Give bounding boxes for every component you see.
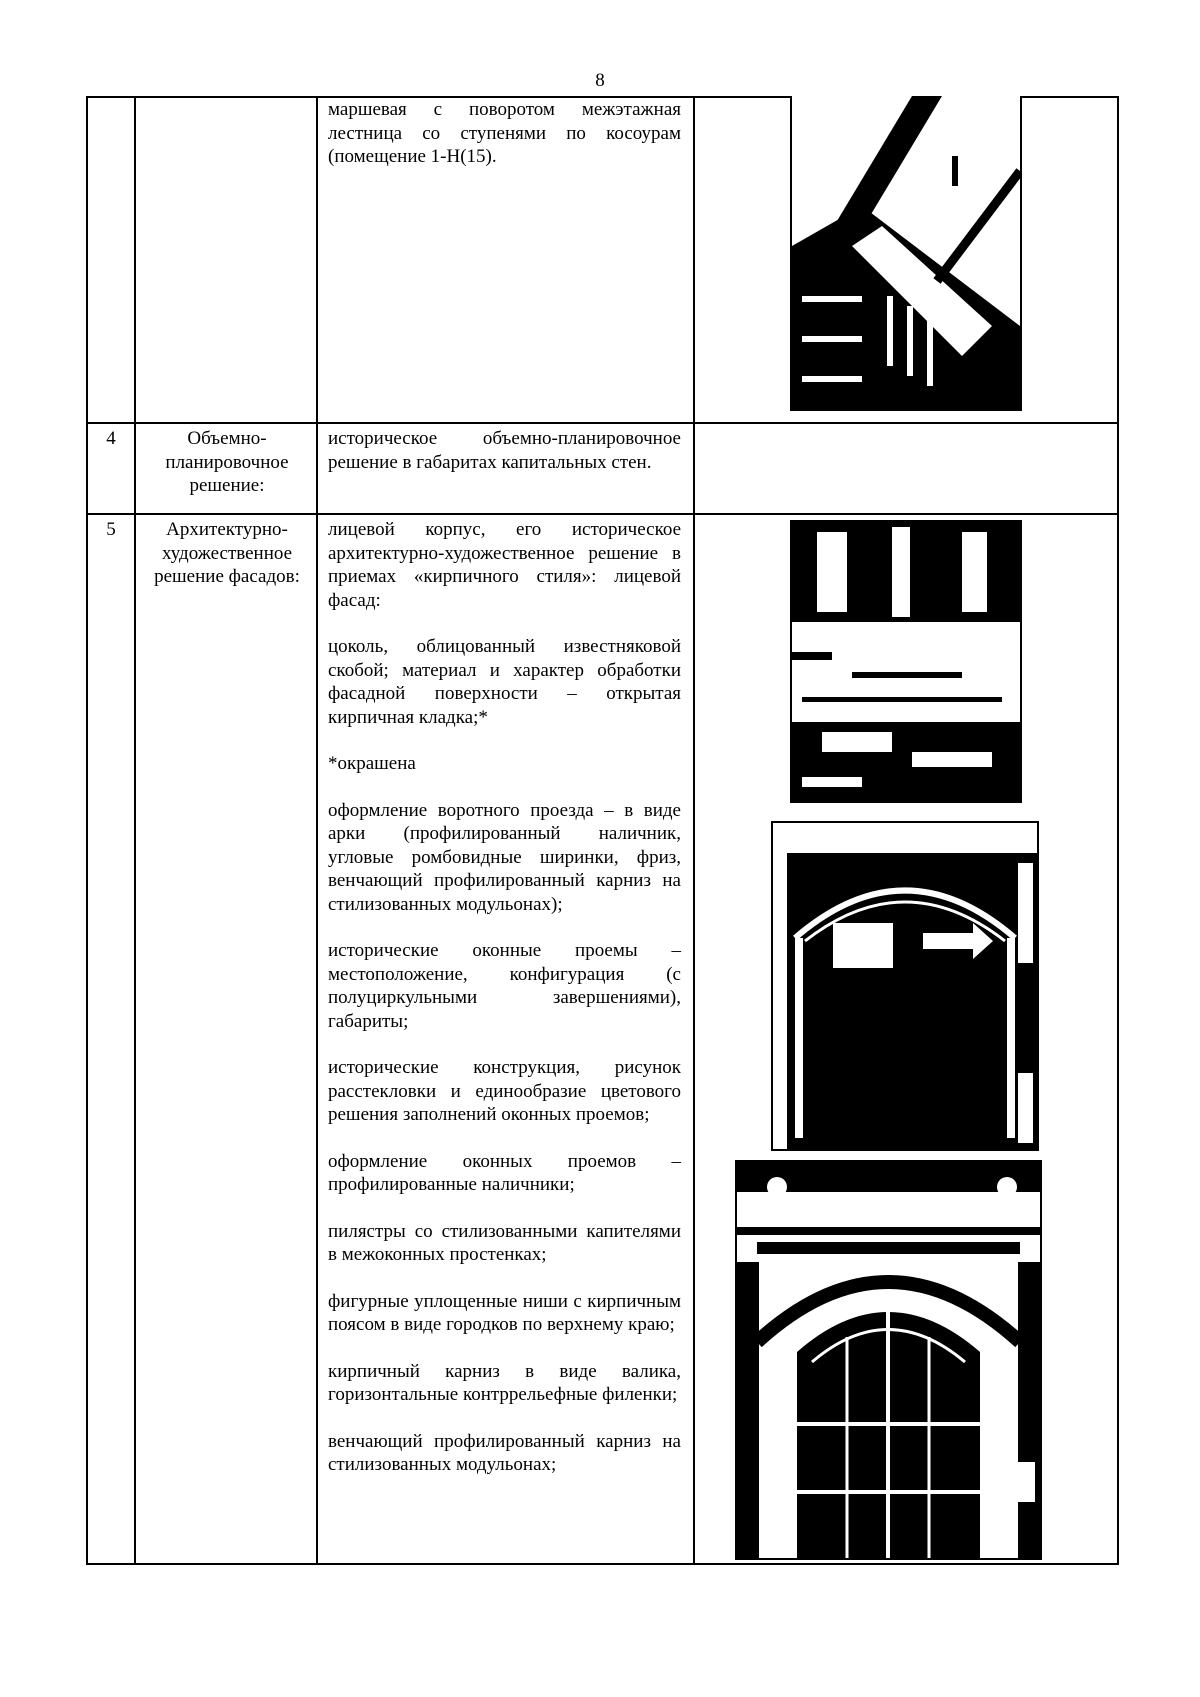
arched-window-facade-drawing [737, 1162, 1040, 1558]
page-number: 8 [595, 70, 605, 91]
row-5-name: Архитектурно-художественное решение фасадов: [154, 519, 300, 587]
arched-window-facade-photo [735, 1160, 1042, 1560]
gateway-arch-drawing [773, 823, 1037, 1149]
row-5-number: 5 [106, 519, 116, 540]
row-4-number: 4 [106, 428, 116, 449]
row-continuation-description: маршевая с поворотом межэтажная лестница со ступенями по косоурам (помещение 1-Н(15). [328, 99, 681, 167]
facade-plinth-photo [790, 520, 1022, 803]
row-4-name: Объемно-планировочное решение: [165, 428, 289, 496]
row-4-description: историческое объемно-планировочное решение в габаритах капитальных стен. [328, 428, 681, 473]
gateway-arch-photo [771, 821, 1039, 1151]
staircase-photo [790, 96, 1022, 411]
row-5-description: лицевой корпус, его историческое архитектурно-художественное решение в приемах «кирпичного стиля»: лицевой фасад: цоколь, облицованный известняковой скобой; материал и характер обработки фасадной поверхности – открытая кирпичная кладка;* *окрашена оформление воротного проезда – в виде арки (профилированный наличник, угловые ромбовидные ширинки, фриз, венчающий профилированный карниз на стилизованных модульонах); исторические оконные проемы – местоположение, конфигурация (с полуциркульными завершениями), габариты; исторические конструкция, рисунок расстекловки и единообразие цветового решения заполнений оконных проемов; оформление оконных проемов – профилированные наличники; пилястры со стилизованными капителями в межоконных простенках; фигурные уплощенные ниши с кирпичным поясом в виде городков по верхнему краю; кирпичный карниз в виде валика, горизонтальные контррельефные филенки; венчающий профилированный карниз на стилизованных модульонах; [328, 519, 681, 1475]
staircase-photo-drawing [792, 96, 1020, 409]
facade-plinth-drawing [792, 522, 1020, 801]
